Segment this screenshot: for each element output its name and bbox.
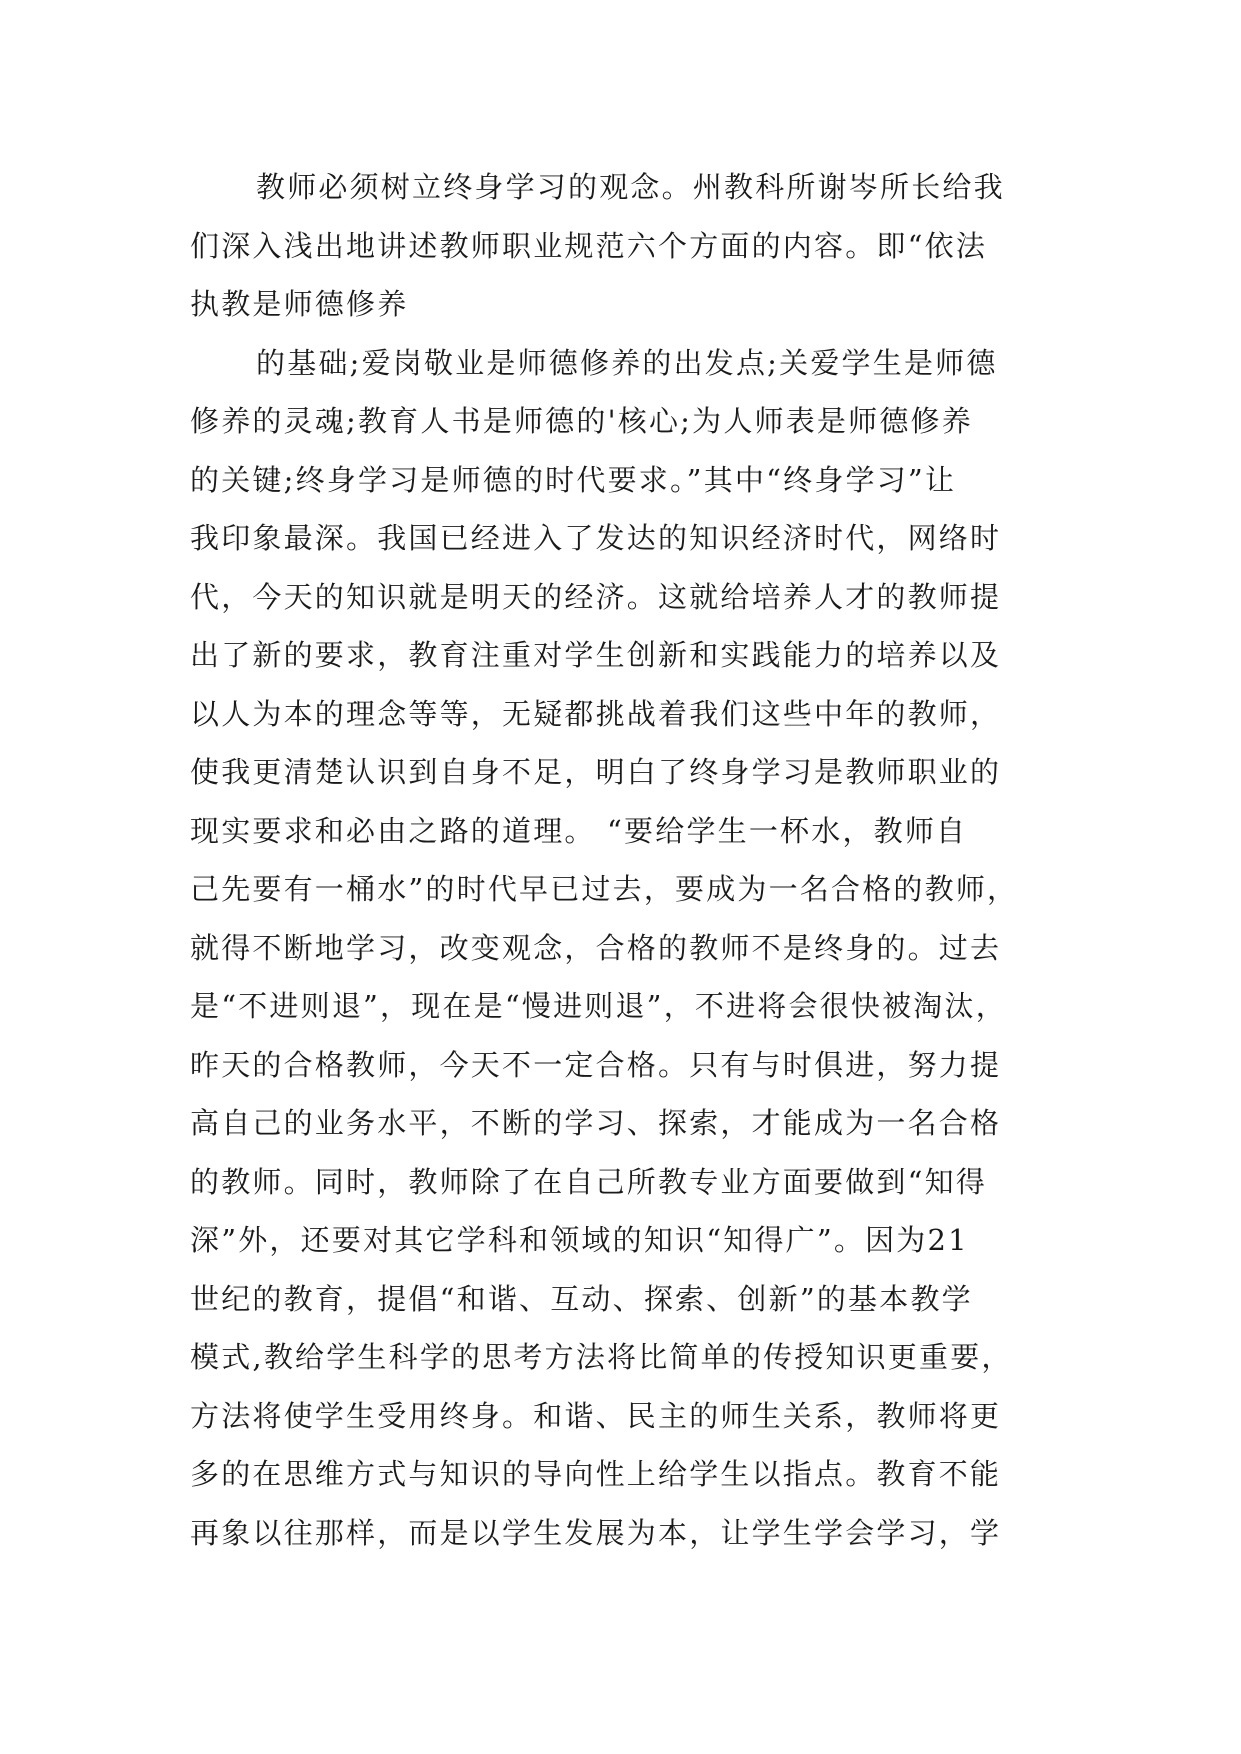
text-line: 的教师。同时，教师除了在自己所教专业方面要做到“知得 [190,1164,988,1199]
paragraph-1 [190,158,1070,334]
text-line: 执教是师德修养 [190,287,409,321]
text-line: 昨天的合格教师，今天不一定合格。只有与时俱进，努力提 [190,1047,1002,1082]
text-line: 教师必须树立终身学习的观念。州教科所谢岑所长给我 [256,170,1005,204]
text-line: 修养的灵魂;教育人书是师德的'核心;为人师表是师德修养 [190,404,973,438]
text-line: 使我更清楚认识到自身不足，明白了终身学习是教师职业的 [190,755,1002,789]
text-line: 以人为本的理念等等，无疑都挑战着我们这些中年的教师， [190,696,1002,731]
text-line: 我印象最深。我国已经进入了发达的知识经济时代，网络时 [190,521,1002,555]
document-body [190,158,1070,1562]
text-line: 方法将使学生受用终身。和谐、民主的师生关系，教师将更 [190,1398,1002,1433]
text-line: 高自己的业务水平，不断的学习、探索，才能成为一名合格 [190,1106,1002,1140]
text-line: 多的在思维方式与知识的导向性上给学生以指点。教育不能 [190,1457,1002,1491]
text-line: 们深入浅出地讲述教师职业规范六个方面的内容。即“依法 [190,228,988,263]
text-line: 深”外，还要对其它学科和领域的知识“知得广”。因为21 [190,1223,969,1257]
paragraph-2 [190,334,1070,1563]
text-line: 的基础;爱岗敬业是师德修养的出发点;关爱学生是师德 [256,345,998,380]
text-line: 己先要有一桶水”的时代早已过去，要成为一名合格的教师， [190,872,1019,906]
text-line: 世纪的教育，提倡“和谐、互动、探索、创新”的基本教学 [190,1281,973,1316]
text-line: 就得不断地学习，改变观念，合格的教师不是终身的。过去 [190,930,1002,965]
text-line: 是“不进则退”，现在是“慢进则退”，不进将会很快被淘汰， [190,989,1007,1023]
text-line: 模式,教给学生科学的思考方法将比简单的传授知识更重要， [190,1340,1013,1374]
text-line: 现实要求和必由之路的道理。 “要给学生一杯水，教师自 [190,813,968,848]
text-line: 出了新的要求，教育注重对学生创新和实践能力的培养以及 [190,638,1002,672]
text-line: 代，今天的知识就是明天的经济。这就给培养人才的教师提 [190,579,1002,614]
text-line: 的关键;终身学习是师德的时代要求。”其中“终身学习”让 [190,462,957,497]
text-line: 再象以往那样，而是以学生发展为本，让学生学会学习，学 [190,1515,1002,1550]
